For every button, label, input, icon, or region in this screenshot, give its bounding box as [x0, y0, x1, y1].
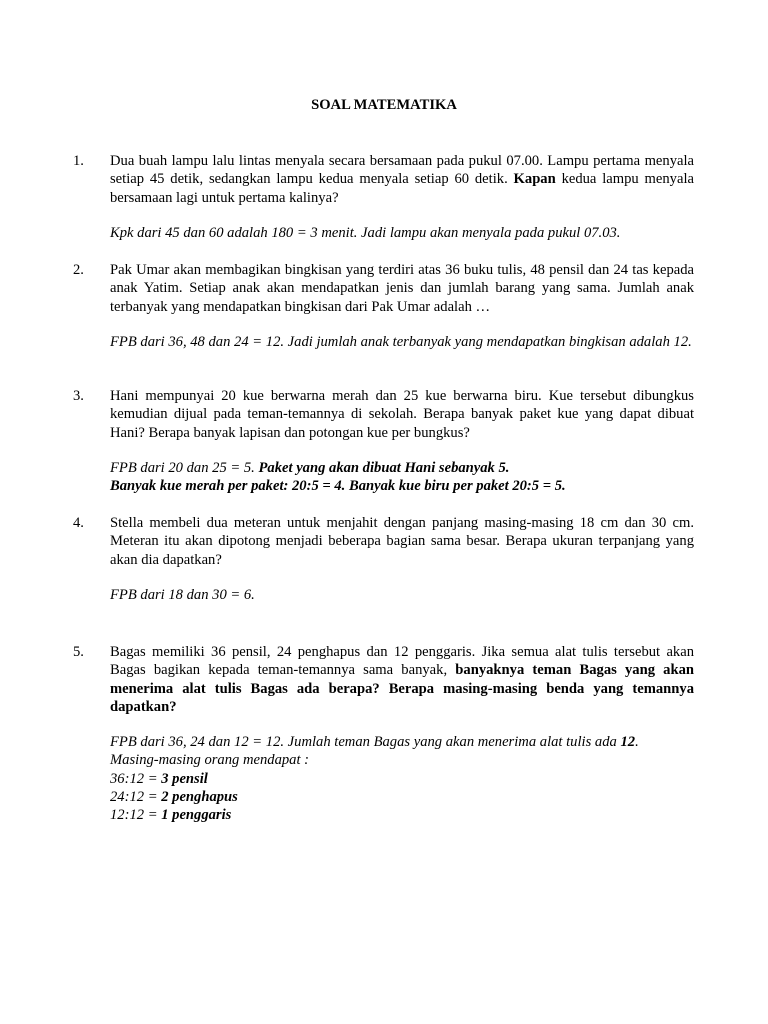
- answer-bold-part: Paket yang akan dibuat Hani sebanyak 5.: [258, 459, 510, 476]
- division-expression: 24:12 =: [110, 789, 158, 806]
- question-text: Pak Umar akan membagikan bingkisan yang terdiri atas 36 buku tulis, 48 pensil dan 24 tas kepada anak Yatim. Setiap anak akan mendapatkan jenis dan jumlah barang yang sama. Jumlah anak terbanyak yang mendapatkan bingkisan dari Pak Umar adalah …: [110, 262, 694, 315]
- question-number: 3.: [73, 388, 84, 404]
- question-bold-part: banyaknya teman Bagas yang akan menerima alat tulis Bagas ada berapa? Berapa masing-masing benda yang temannya dapatkan?: [110, 662, 695, 715]
- question-body: [110, 514, 694, 604]
- division-result: 2 penghapus: [161, 789, 238, 806]
- question-body: [110, 261, 694, 351]
- question-text: [110, 152, 694, 207]
- division-result: 3 pensil: [161, 770, 208, 787]
- question-body: [110, 387, 694, 495]
- answer-bold-part: Banyak kue merah per paket: 20:5 = 4. Banyak kue biru per paket 20:5 = 5.: [110, 478, 566, 495]
- answer-text-part: Masing-masing orang mendapat :: [110, 752, 310, 769]
- answer-text-part: FPB dari 36, 24 dan 12 = 12. Jumlah teman Bagas yang akan menerima alat tulis ada: [110, 734, 617, 751]
- question-text-part: Bagas memiliki 36 pensil, 24 penghapus dan 12 penggaris. Jika semua alat tulis tersebut akan Bagas bagikan kepada teman-temannya sama banyak,: [110, 644, 694, 679]
- division-expression: 12:12 =: [110, 807, 158, 824]
- question-body: [110, 152, 694, 242]
- question-text-part: Dua buah lampu lalu lintas menyala secara bersamaan pada pukul 07.00. Lampu pertama menyala setiap 45 detik, sedangkan lampu kedua menyala setiap 60 detik.: [110, 153, 694, 188]
- question-number: 1.: [73, 153, 84, 169]
- question-number: 4.: [73, 515, 84, 531]
- answer-text: [110, 459, 694, 496]
- question-number: 5.: [73, 644, 84, 660]
- answer-bold-part: 12: [620, 734, 636, 751]
- question-body: [110, 643, 694, 825]
- answer-text: FPB dari 18 dan 30 = 6.: [110, 586, 255, 603]
- page-title: SOAL MATEMATIKA: [311, 97, 457, 113]
- answer-text-part: .: [635, 734, 639, 751]
- question-text-part: kedua lampu menyala bersamaan lagi untuk pertama kalinya?: [110, 171, 694, 206]
- answer-text-part: FPB dari 20 dan 25 = 5.: [110, 459, 255, 476]
- question-number: 2.: [73, 262, 84, 278]
- answer-text: FPB dari 36, 48 dan 24 = 12. Jadi jumlah anak terbanyak yang mendapatkan bingkisan adalah 12.: [110, 333, 692, 350]
- answer-text: [110, 733, 694, 824]
- question-text: Stella membeli dua meteran untuk menjahit dengan panjang masing-masing 18 cm dan 30 cm. Meteran itu akan dipotong menjadi beberapa bagian sama besar. Berapa ukuran terpanjang yang akan dia dapatkan?: [110, 515, 694, 568]
- answer-text: Kpk dari 45 dan 60 adalah 180 = 3 menit. Jadi lampu akan menyala pada pukul 07.03.: [110, 224, 621, 241]
- division-expression: 36:12 =: [110, 770, 158, 787]
- division-result: 1 penggaris: [161, 807, 232, 824]
- question-text: Hani mempunyai 20 kue berwarna merah dan 25 kue berwarna biru. Kue tersebut dibungkus kemudian dijual pada teman-temannya di sekolah. Berapa banyak paket kue yang dapat dibuat Hani? Berapa banyak lapisan dan potongan kue per bungkus?: [110, 388, 694, 441]
- question-text: [110, 643, 694, 716]
- question-keyword: Kapan: [513, 171, 556, 188]
